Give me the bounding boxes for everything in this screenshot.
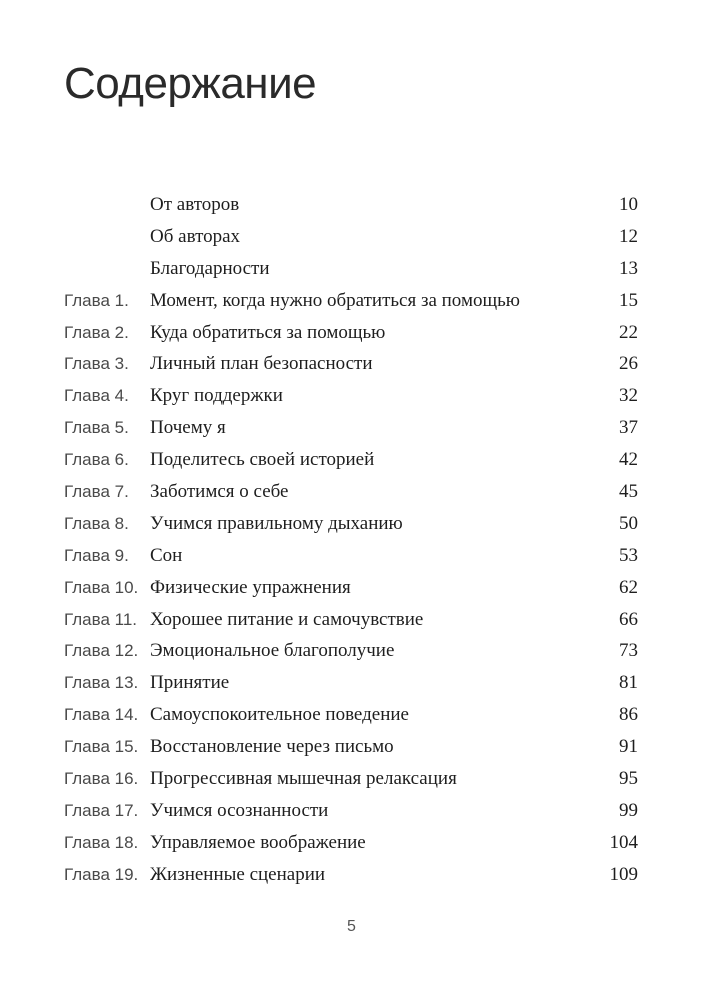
toc-page-number: 26 [619,353,638,375]
toc-chapter-label: Глава 18. [64,832,139,852]
toc-page-number: 109 [609,863,638,885]
toc-entry-title: Жизненные сценарии [150,863,326,885]
toc-entry-title: Благодарности [150,257,270,279]
toc-entry [0,795,703,827]
toc-entry [0,763,703,795]
toc-entry [0,380,703,412]
toc-entry-title: Эмоциональное благополучие [150,640,395,662]
toc-chapter-label: Глава 19. [64,864,139,884]
toc-entry-title: Восстановление через письмо [150,736,394,758]
toc-entry [0,540,703,572]
toc-entry-title: Заботимся о себе [150,481,289,503]
toc-entry [0,412,703,444]
toc-page-number: 45 [619,481,638,503]
toc-page-number: 10 [619,194,638,215]
toc-entry-title: Хорошее питание и самочувствие [150,608,424,630]
page-title: Содержание [64,59,317,108]
toc-entry [0,827,703,859]
toc-entry [0,572,703,604]
toc-chapter-label: Глава 16. [64,769,139,789]
toc-entry [0,444,703,476]
toc-page-number: 66 [619,608,638,630]
toc-chapter-label: Глава 2. [64,322,129,342]
toc-entry [0,253,703,285]
toc-entry-title: Физические упражнения [150,576,351,598]
toc-entry-title: Управляемое воображение [150,831,366,853]
toc-page-number: 53 [619,544,638,566]
toc-entry-title: Прогрессивная мышечная релаксация [150,768,457,790]
toc-chapter-label: Глава 12. [64,641,139,661]
toc-entry [0,604,703,636]
toc-page-number: 91 [619,736,638,758]
toc-chapter-label: Глава 8. [64,513,129,533]
toc-page-number: 81 [619,672,638,694]
toc-entry [0,348,703,380]
toc-entry [0,317,703,349]
toc-chapter-label: Глава 7. [64,482,129,502]
toc-entry [0,221,703,253]
toc-entry-title: Куда обратиться за помощью [150,321,386,343]
toc-entry-title: От авторов [150,194,240,215]
toc-entry-title: Круг поддержки [150,385,283,407]
toc-entry [0,699,703,731]
toc-chapter-label: Глава 17. [64,800,139,820]
toc-entry [0,635,703,667]
toc-page-number: 99 [619,799,638,821]
toc-entry [0,508,703,540]
toc-entry [0,667,703,699]
toc-chapter-label: Глава 4. [64,386,129,406]
toc-chapter-label: Глава 13. [64,673,139,693]
toc-page-number: 22 [619,321,638,343]
toc-entry-title: Сон [150,544,183,566]
toc-entry-title: Почему я [150,417,226,439]
toc-chapter-label: Глава 1. [64,290,129,310]
toc-entry-title: Учимся правильному дыханию [150,512,403,534]
toc-entry-title: Учимся осознанности [150,799,329,821]
toc-page-number: 15 [619,289,638,311]
page-number: 5 [347,918,356,935]
toc-chapter-label: Глава 5. [64,418,129,438]
toc-entry [0,859,703,891]
toc-page-number: 32 [619,385,638,407]
toc-entry [0,189,703,221]
toc-chapter-label: Глава 14. [64,705,139,725]
toc-chapter-label: Глава 10. [64,577,139,597]
toc-entry-title: Принятие [150,672,230,694]
toc-page-number: 86 [619,704,638,726]
toc-page-number: 37 [619,417,638,439]
toc-page-number: 42 [619,449,638,471]
toc-entry [0,731,703,763]
toc-page-number: 50 [619,512,638,534]
toc-entry-title: Личный план безопасности [150,353,373,375]
toc-chapter-label: Глава 9. [64,545,129,565]
toc-entry-title: Об авторах [150,225,241,247]
toc-page-number: 62 [619,576,638,598]
toc-chapter-label: Глава 15. [64,737,139,757]
toc-page-number: 13 [619,257,638,279]
toc-entry [0,476,703,508]
toc-page-number: 73 [619,640,638,662]
toc-page-number: 104 [609,831,638,853]
table-of-contents [0,189,703,891]
toc-entry-title: Самоуспокоительное поведение [150,704,409,726]
toc-entry [0,285,703,317]
toc-chapter-label: Глава 3. [64,354,129,374]
toc-entry-title: Момент, когда нужно обратиться за помощью [150,289,520,311]
toc-entry-title: Поделитесь своей историей [150,449,375,471]
toc-chapter-label: Глава 11. [64,609,138,629]
toc-page-number: 12 [619,225,638,247]
toc-chapter-label: Глава 6. [64,450,129,470]
toc-page-number: 95 [619,768,638,790]
